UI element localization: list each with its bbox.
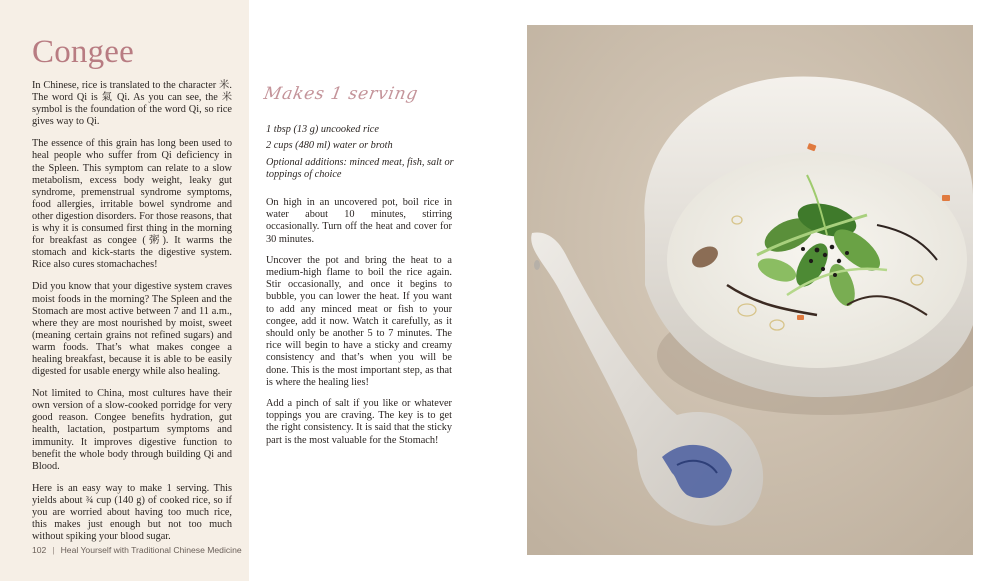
footer-separator: | xyxy=(52,545,55,555)
page-footer xyxy=(32,545,242,555)
recipe-step: On high in an uncovered pot, boil rice in water about 10 minutes, stirring occasionally. Turn off the heat and cover for 30 minutes. xyxy=(266,197,452,245)
congee-bowl-illustration xyxy=(527,25,973,555)
intro-paragraph: Not limited to China, most cultures have their own version of a slow-cooked porridge for very good reason. Congee benefits hydration, gut health, lactation, postpartum symptoms and immunity. It improves digestive function to benefit the whole body through building Qi and Blood. xyxy=(32,388,232,472)
book-title: Heal Yourself with Traditional Chinese Medicine xyxy=(60,545,242,555)
ingredient-item: 2 cups (480 ml) water or broth xyxy=(266,140,393,152)
recipe-step: Add a pinch of salt if you like or whatever toppings you are craving. The key is to get the right consistency. It is said that the sticky part is the most valuable for the Stomach! xyxy=(266,398,452,446)
ingredient-item: 1 tbsp (13 g) uncooked rice xyxy=(266,124,379,135)
serving-size: Makes 1 serving xyxy=(262,84,420,104)
recipe-step: Uncover the pot and bring the heat to a medium-high flame to boil the rice again. Stir occasionally, and once it begins to bubble, you can lower the heat. If you want to add any minced meat or fish to your congee, add it now. Watch it carefully, as it should only be another 5 to 7 minutes. The rice will begin to have a sticky and creamy consistency and that’s when you will be done. This is the most important step, as that is where the healing lies! xyxy=(266,254,452,388)
ingredient-list xyxy=(266,124,454,186)
page-number: 102 xyxy=(32,545,47,555)
congee-photo xyxy=(527,25,973,555)
intro-paragraph: The essence of this grain has long been used to heal people who suffer from Qi deficiency in the Spleen. This symptom can relate to a slow metabolism, excess body weight, leaky gut syndrome, premenstrual syndrome symptoms, food allergies, irritable bowel syndrome and other digestion disorders. For those reasons, that is why it is consumed first thing in the morning for breakfast as congee (粥). It warms the stomach and kick-starts the digestive system. Rice also cures stomachaches! xyxy=(32,138,232,271)
intro-text xyxy=(32,80,232,553)
intro-paragraph: Did you know that your digestive system craves moist foods in the morning? The Spleen and the Stomach are most active between 7 and 11 a.m., where they are most nourished by moist, sweet (meaning certain grains not refined sugars) and warm foods. That’s what makes congee a healing breakfast, because it is able to be easily digested for usable energy while also healing. xyxy=(32,281,232,378)
intro-paragraph: In Chinese, rice is translated to the character 米. The word Qi is 氣 Qi. As you can see, the 米 symbol is the foundation of the word Qi, so rice gives way to Qi. xyxy=(32,80,232,128)
page-title: Congee xyxy=(32,34,135,70)
intro-paragraph: Here is an easy way to make 1 serving. This yields about ¾ cup (140 g) of cooked rice, so if you are worried about having too much rice, this makes just enough but not too much without spiking your blood sugar. xyxy=(32,482,232,543)
ingredient-item: Optional additions: minced meat, fish, salt or toppings of choice xyxy=(266,156,454,181)
recipe-steps xyxy=(266,197,452,456)
